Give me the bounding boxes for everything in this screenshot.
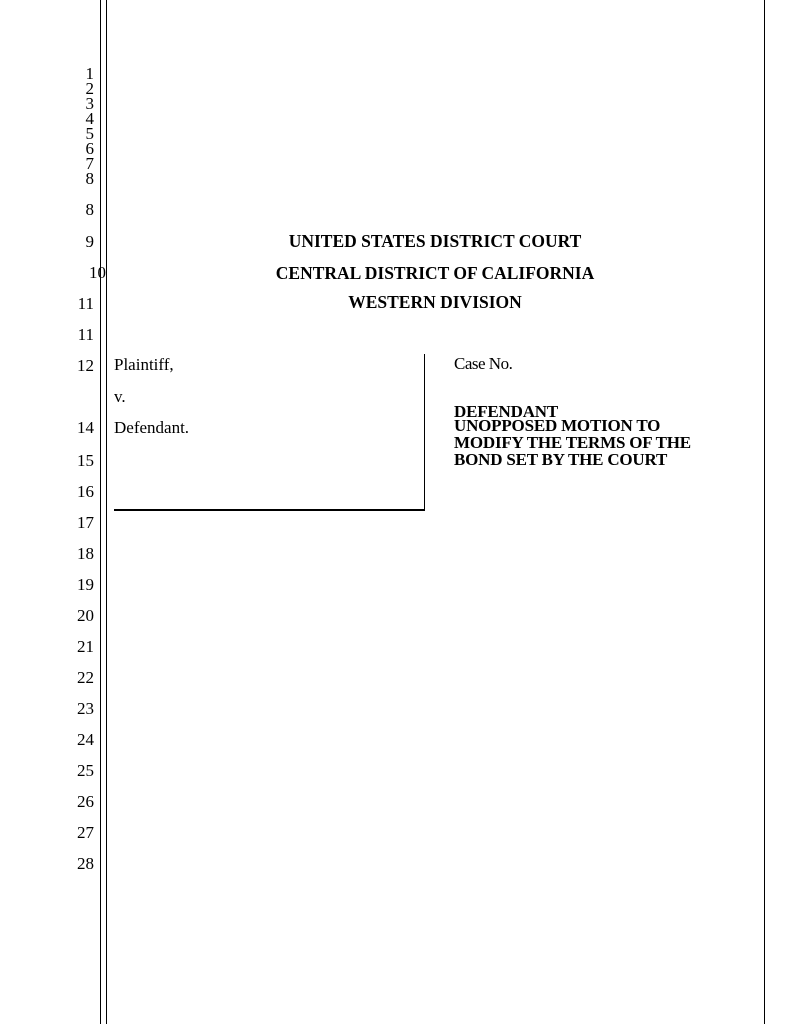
right-margin-rule [764, 0, 765, 1024]
line-number: 9 [85, 232, 94, 251]
line-number: 22 [77, 668, 94, 687]
line-number: 16 [77, 482, 94, 501]
line-number: 15 [77, 451, 94, 470]
document-title-line: MODIFY THE TERMS OF THE [454, 433, 691, 452]
versus-label: v. [114, 387, 126, 406]
caption-box-right-border [424, 354, 425, 511]
line-number: 8 [85, 169, 94, 188]
line-number: 14 [77, 418, 94, 437]
line-number: 11 [77, 294, 94, 313]
line-number: 12 [77, 356, 94, 375]
document-title-line: UNOPPOSED MOTION TO [454, 416, 661, 435]
case-number-label: Case No. [454, 354, 513, 373]
line-number: 18 [77, 544, 94, 563]
line-number: 5 [85, 124, 94, 143]
line-number: 4 [85, 109, 94, 128]
line-number: 7 [85, 154, 94, 173]
court-name: UNITED STATES DISTRICT COURT [288, 231, 582, 251]
plaintiff-label: Plaintiff, [114, 355, 174, 374]
line-number: 8 [85, 200, 94, 219]
line-number: 1 [85, 64, 94, 83]
document-title-line: BOND SET BY THE COURT [454, 450, 668, 469]
line-number: 10 [89, 263, 106, 282]
line-number: 6 [85, 139, 94, 158]
caption-box-bottom-border [114, 509, 425, 511]
court-district: CENTRAL DISTRICT OF CALIFORNIA [275, 263, 595, 283]
line-number: 17 [77, 513, 94, 532]
line-number: 25 [77, 761, 94, 780]
line-number: 28 [77, 854, 94, 873]
left-margin-rule-outer [100, 0, 101, 1024]
line-number: 26 [77, 792, 94, 811]
line-number: 20 [77, 606, 94, 625]
line-number: 24 [77, 730, 94, 749]
court-division: WESTERN DIVISION [348, 292, 522, 312]
left-margin-rule-inner [106, 0, 107, 1024]
line-number: 19 [77, 575, 94, 594]
line-number: 27 [77, 823, 94, 842]
defendant-label: Defendant. [114, 418, 190, 437]
line-number: 2 [85, 79, 94, 98]
line-number: 11 [77, 325, 94, 344]
document-title-line: DEFENDANT [454, 402, 558, 421]
line-number: 23 [77, 699, 94, 718]
line-number: 21 [77, 637, 94, 656]
line-number: 3 [85, 94, 94, 113]
